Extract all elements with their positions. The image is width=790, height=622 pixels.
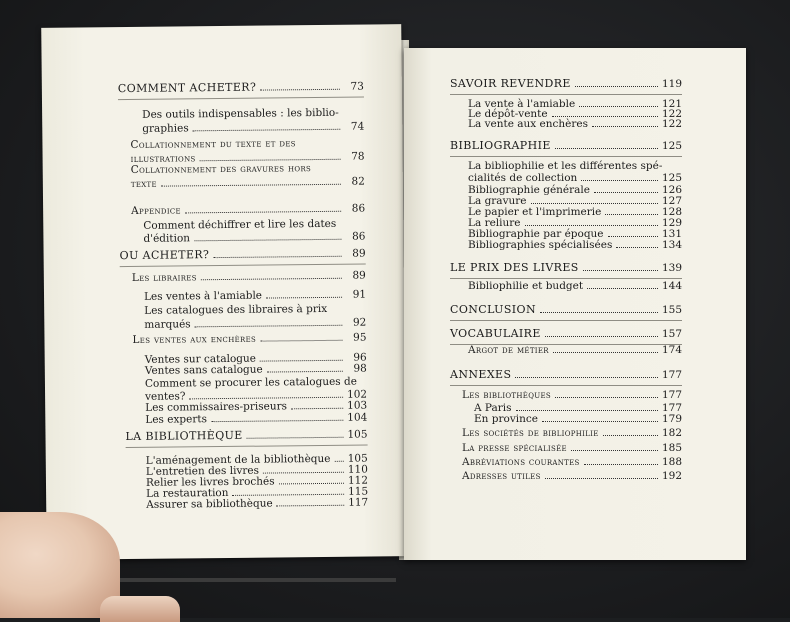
toc-entry-page: 125 (661, 140, 682, 152)
leader-dots (201, 278, 342, 280)
toc-entry-label: Ventes sans catalogue (144, 363, 263, 377)
toc-entry-label: d'édition (143, 232, 191, 245)
toc-entry-label: Bibliophilie et budget (468, 280, 584, 292)
toc-entry (132, 332, 366, 346)
toc-entry (474, 413, 682, 425)
toc-entry-label: La vente à l'amiable (468, 98, 576, 110)
leader-dots (545, 336, 658, 337)
section-rule (120, 264, 366, 268)
toc-entry (120, 248, 366, 263)
toc-entry (450, 328, 682, 340)
toc-entry-page: 131 (661, 228, 682, 240)
left-page (41, 24, 407, 560)
leader-dots (603, 435, 658, 436)
section-rule (450, 278, 682, 279)
leader-dots (200, 159, 341, 161)
leader-dots (608, 236, 658, 237)
toc-entry (142, 121, 364, 135)
toc-entry-label: Argot de métier (468, 344, 549, 356)
toc-entry (468, 280, 682, 292)
leader-dots (553, 352, 658, 353)
toc-entry-page: 98 (353, 362, 367, 375)
toc-entry (462, 389, 682, 401)
leader-dots (516, 410, 658, 411)
toc-entry-label: LE PRIX DES LIVRES (450, 261, 579, 274)
toc-entry-page: 91 (352, 288, 367, 301)
toc-entry-label: L'entretien des livres (145, 464, 260, 478)
toc-entry-page: 110 (347, 463, 368, 476)
toc-entry-page: 121 (661, 98, 682, 110)
leader-dots (193, 129, 341, 132)
toc-entry-label: Comment déchiffrer et lire les dates (143, 217, 337, 232)
toc-entry-page: 127 (661, 195, 682, 207)
toc-entry-label: La restauration (146, 486, 229, 500)
leader-dots (583, 270, 658, 271)
toc-entry-page: 82 (351, 175, 365, 188)
leader-dots (579, 106, 658, 107)
section-rule (118, 97, 364, 101)
leader-dots (267, 371, 343, 373)
toc-entry-page: 177 (661, 402, 682, 414)
toc-entry-page: 89 (352, 247, 366, 260)
toc-entry-page: 96 (353, 351, 367, 364)
toc-entry (142, 107, 364, 121)
toc-entry-label: Collationnement des gravures hors (130, 162, 312, 176)
leader-dots (247, 437, 344, 439)
toc-entry (468, 172, 682, 184)
toc-entry-page: 105 (347, 452, 368, 465)
section-rule (126, 445, 368, 449)
toc-entry (125, 429, 367, 444)
toc-entry (143, 218, 365, 232)
toc-entry-page: 182 (661, 427, 682, 439)
toc-entry-page: 177 (661, 389, 682, 401)
toc-entry (131, 203, 365, 217)
toc-entry-page: 177 (661, 369, 682, 381)
leader-dots (555, 397, 658, 398)
toc-entry-label: En province (474, 413, 538, 425)
section-rule (450, 385, 682, 386)
toc-entry-page: 102 (346, 388, 368, 401)
toc-entry-page: 125 (661, 172, 682, 184)
toc-entry-page: 139 (661, 262, 682, 274)
leader-dots (260, 340, 342, 342)
toc-entry-page: 112 (347, 474, 369, 487)
toc-entry (450, 304, 682, 316)
toc-entry-label: Les bibliothèques (462, 389, 551, 401)
leader-dots (605, 214, 658, 215)
toc-entry-page: 74 (350, 120, 365, 133)
toc-entry-label: Le dépôt-vente (468, 108, 548, 120)
toc-entry-label: Abréviations courantes (462, 456, 580, 468)
toc-entry-page: 122 (661, 118, 682, 130)
leader-dots (584, 464, 658, 465)
toc-entry (131, 162, 365, 176)
toc-entry-label: Bibliographies spécialisées (468, 239, 613, 251)
toc-entry-page: 89 (352, 269, 366, 282)
toc-entry-label: Les libraires (131, 271, 197, 284)
toc-entry-label: graphies (142, 122, 189, 135)
toc-entry-label: Assurer sa bibliothèque (146, 497, 273, 511)
leader-dots (189, 397, 343, 400)
toc-entry (450, 78, 682, 90)
toc-entry (462, 442, 682, 454)
section-rule (450, 94, 682, 95)
toc-entry-label: L'aménagement de la bibliothèque (145, 452, 331, 467)
toc-entry (145, 363, 367, 377)
toc-entry-label: La vente aux enchères (468, 118, 588, 130)
toc-entry-label: cialités de collection (468, 172, 578, 184)
leader-dots (266, 297, 342, 299)
toc-entry (468, 160, 682, 172)
toc-entry-page: 92 (352, 316, 367, 329)
toc-entry-page: 174 (661, 344, 682, 356)
toc-entry-page: 185 (661, 442, 682, 454)
toc-entry (462, 470, 682, 482)
toc-entry-label: ANNEXES (450, 368, 512, 381)
toc-entry-label: OU ACHETER? (119, 248, 210, 263)
toc-entry-page: 86 (351, 230, 366, 243)
toc-entry-page: 134 (661, 239, 682, 251)
toc-entry (462, 427, 682, 439)
toc-entry-page: 144 (661, 280, 682, 292)
toc-entry-page: 192 (661, 470, 682, 482)
section-rule (450, 320, 682, 321)
leader-dots (291, 408, 343, 410)
toc-entry-label: Les experts (145, 413, 208, 426)
toc-entry-page: 105 (347, 428, 368, 441)
toc-entry-label: BIBLIOGRAPHIE (450, 139, 551, 152)
finger (100, 596, 180, 622)
leader-dots (594, 192, 658, 193)
toc-entry-label: CONCLUSION (450, 303, 536, 316)
toc-entry-label: Les ventes aux enchères (132, 332, 257, 346)
toc-entry-page: 103 (347, 399, 368, 412)
leader-dots (515, 377, 658, 378)
leader-dots (260, 360, 343, 362)
toc-entry-page: 73 (350, 80, 364, 93)
leader-dots (195, 325, 343, 328)
leader-dots (616, 247, 658, 248)
toc-entry (468, 239, 682, 251)
leader-dots (552, 116, 658, 117)
leader-dots (592, 126, 658, 127)
toc-entry (468, 344, 682, 356)
toc-entry (146, 497, 368, 511)
toc-entry-page: 157 (661, 328, 682, 340)
toc-entry-page: 129 (661, 217, 682, 229)
toc-entry (450, 369, 682, 381)
section-rule (450, 156, 682, 157)
leader-dots (542, 421, 658, 422)
toc-entry-label: Les commissaires-priseurs (145, 400, 288, 414)
leader-dots (279, 483, 344, 485)
right-page (404, 48, 746, 560)
toc-entry-label: Les catalogues des libraires à prix (144, 302, 328, 317)
toc-entry-page: 155 (661, 304, 682, 316)
toc-entry-page: 179 (661, 413, 682, 425)
toc-entry-label: Appendice (131, 204, 181, 217)
leader-dots (555, 148, 658, 149)
leader-dots (334, 461, 343, 462)
toc-entry (132, 270, 366, 284)
leader-dots (581, 180, 658, 181)
toc-entry (468, 118, 682, 130)
leader-dots (575, 86, 658, 87)
toc-entry-label: La reliure (468, 217, 521, 229)
toc-entry (130, 137, 364, 151)
toc-entry-page: 78 (351, 150, 365, 163)
toc-entry (450, 140, 682, 152)
toc-entry-label: illustrations (130, 152, 196, 165)
toc-entry-page: 126 (661, 184, 682, 196)
leader-dots (571, 450, 658, 451)
toc-entry-label: Les ventes à l'amiable (143, 289, 263, 303)
toc-entry-label: texte (130, 177, 157, 190)
toc-entry-label: ventes? (145, 390, 186, 403)
toc-entry (131, 176, 365, 190)
toc-entry-label: Les sociétés de bibliophilie (462, 427, 599, 439)
toc-entry-label: La bibliophilie et les différentes spé- (468, 160, 663, 172)
toc-entry-label: Ventes sur catalogue (144, 352, 257, 366)
toc-entry-page: 115 (347, 485, 369, 498)
leader-dots (185, 211, 341, 214)
toc-entry-label: La gravure (468, 195, 527, 207)
leader-dots (213, 256, 341, 258)
toc-entry-label: VOCABULAIRE (450, 327, 541, 340)
leader-dots (525, 225, 658, 226)
toc-entry-page: 128 (661, 206, 682, 218)
toc-entry-label: Bibliographie générale (468, 184, 590, 196)
toc-entry-label: marqués (144, 318, 191, 331)
toc-entry-label: SAVOIR REVENDRE (450, 77, 571, 90)
toc-entry (118, 81, 364, 96)
toc-entry (144, 289, 366, 303)
leader-dots (531, 203, 658, 204)
toc-entry-label: Des outils indispensables : les biblio- (142, 106, 339, 121)
toc-entry-page: 104 (347, 411, 368, 424)
leader-dots (263, 472, 344, 474)
toc-entry (144, 317, 366, 331)
toc-entry (143, 231, 365, 245)
toc-entry-label: Bibliographie par époque (468, 228, 604, 240)
toc-entry (462, 456, 682, 468)
toc-entry-label: Comment se procurer les catalogues de (144, 375, 358, 390)
leader-dots (277, 505, 345, 507)
toc-entry (144, 303, 366, 317)
toc-entry-label: LA BIBLIOTHÈQUE (125, 428, 243, 444)
toc-entry-label: A Paris (474, 402, 512, 414)
toc-entry-label: Collationnement du texte et des (130, 137, 296, 151)
toc-entry-page: 95 (353, 331, 367, 344)
toc-entry-page: 117 (348, 496, 369, 509)
leader-dots (587, 288, 658, 289)
leader-dots (233, 494, 345, 496)
book-cover-edge (96, 578, 396, 582)
toc-entry (450, 262, 682, 274)
leader-dots (211, 420, 343, 422)
toc-entry-label: COMMENT ACHETER? (117, 80, 257, 96)
leader-dots (260, 89, 340, 91)
leader-dots (161, 184, 341, 187)
leader-dots (194, 239, 341, 242)
toc-entry-label: Le papier et l'imprimerie (468, 206, 602, 218)
toc-entry (145, 412, 367, 426)
toc-entry-label: Relier les livres brochés (145, 475, 275, 489)
toc-entry-page: 122 (661, 108, 682, 120)
leader-dots (540, 312, 658, 313)
toc-entry-page: 188 (661, 456, 682, 468)
toc-entry (145, 376, 367, 390)
toc-entry-label: La presse spécialisée (462, 442, 567, 454)
toc-entry-label: Adresses utiles (462, 470, 541, 482)
toc-entry-page: 86 (351, 202, 366, 215)
leader-dots (545, 478, 658, 479)
toc-entry-page: 119 (661, 78, 682, 90)
